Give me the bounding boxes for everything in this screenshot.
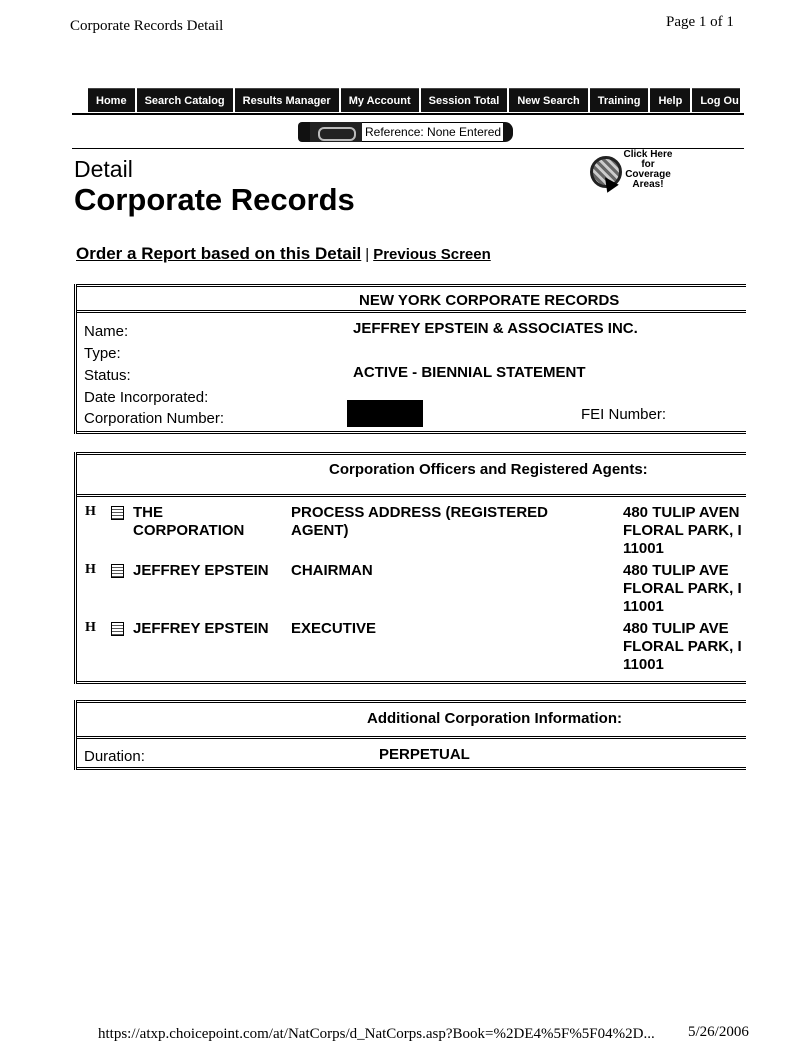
page-title: Corporate Records: [74, 182, 355, 217]
nav-my-account[interactable]: My Account: [341, 88, 419, 112]
corporate-records-title: NEW YORK CORPORATE RECORDS: [359, 292, 620, 309]
reference-icon: [310, 122, 362, 142]
officer-role: CHAIRMAN: [291, 562, 373, 579]
document-icon[interactable]: [111, 506, 124, 520]
corporate-records-box: [74, 284, 746, 434]
nav-home[interactable]: Home: [88, 88, 135, 112]
officer-name: JEFFREY EPSTEIN: [133, 620, 269, 637]
nav-search-catalog[interactable]: Search Catalog: [137, 88, 233, 112]
nav-results-manager[interactable]: Results Manager: [235, 88, 339, 112]
document-icon[interactable]: [111, 622, 124, 636]
officer-name: JEFFREY EPSTEIN: [133, 562, 269, 579]
name-label: Name:: [84, 323, 129, 340]
history-icon[interactable]: H: [85, 504, 96, 519]
document-icon[interactable]: [111, 564, 124, 578]
previous-screen-link[interactable]: Previous Screen: [373, 246, 491, 263]
nav-session-total[interactable]: Session Total: [421, 88, 508, 112]
duration-label: Duration:: [84, 748, 145, 765]
reference-text: Reference: None Entered: [362, 122, 503, 142]
nav-help[interactable]: Help: [650, 88, 690, 112]
nav-log-out[interactable]: Log Ou: [692, 88, 740, 112]
date-incorporated-label: Date Incorporated:: [84, 389, 209, 406]
fei-number-label: FEI Number:: [581, 406, 667, 423]
name-value: JEFFREY EPSTEIN & ASSOCIATES INC.: [353, 320, 638, 337]
corporation-number-label: Corporation Number:: [84, 410, 225, 427]
print-footer-date: 5/26/2006: [688, 1024, 749, 1040]
redacted-corporation-number: [347, 400, 423, 427]
officers-box: [74, 452, 746, 684]
page-subtitle: Detail: [74, 156, 133, 182]
nav-training[interactable]: Training: [590, 88, 649, 112]
coverage-text: Click Here for Coverage Areas!: [623, 149, 673, 190]
officer-name: THE CORPORATION: [133, 504, 245, 539]
nav-divider: [72, 113, 744, 115]
history-icon[interactable]: H: [85, 562, 96, 577]
officer-address: 480 TULIP AVE FLORAL PARK, I 11001: [623, 562, 742, 615]
link-separator: |: [365, 246, 370, 263]
print-footer-url: https://atxp.choicepoint.com/at/NatCorps/d_NatCorps.asp?Book=%2DE4%5F%5F04%2D...: [98, 1026, 655, 1042]
status-label: Status:: [84, 367, 131, 384]
order-report-link[interactable]: Order a Report based on this Detail: [76, 244, 362, 263]
officer-role: EXECUTIVE: [291, 620, 377, 637]
reference-left-cap: [298, 122, 310, 142]
reference-badge[interactable]: [298, 122, 514, 142]
print-header-title: Corporate Records Detail: [70, 18, 224, 34]
duration-value: PERPETUAL: [379, 746, 470, 763]
additional-info-box: [74, 700, 746, 770]
coverage-areas-link[interactable]: [588, 150, 678, 206]
officer-address: 480 TULIP AVEN FLORAL PARK, I 11001: [623, 504, 742, 557]
nav-new-search[interactable]: New Search: [509, 88, 587, 112]
print-page-number: Page 1 of 1: [666, 14, 734, 30]
top-nav: [88, 88, 740, 112]
history-icon[interactable]: H: [85, 620, 96, 635]
status-value: ACTIVE - BIENNIAL STATEMENT: [353, 364, 586, 381]
officers-title: Corporation Officers and Registered Agents:: [329, 461, 648, 478]
reference-right-cap: [503, 122, 513, 142]
officer-role: PROCESS ADDRESS (REGISTERED AGENT): [291, 504, 548, 539]
officer-address: 480 TULIP AVE FLORAL PARK, I 11001: [623, 620, 742, 673]
additional-info-title: Additional Corporation Information:: [367, 710, 622, 727]
type-label: Type:: [84, 345, 121, 362]
action-links: [76, 244, 491, 264]
